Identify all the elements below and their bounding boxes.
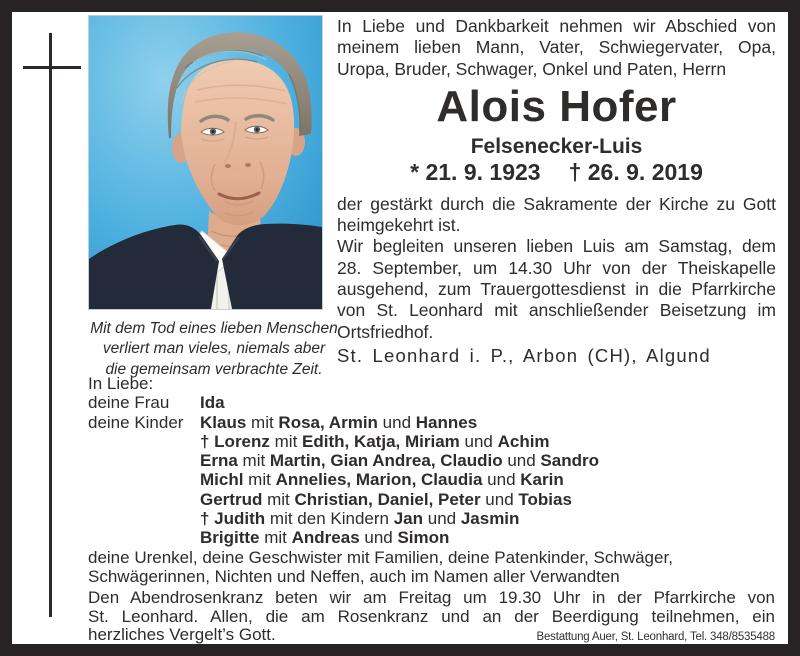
wife-row (88, 393, 775, 412)
deceased-nickname: Felsenecker-Luis (470, 134, 643, 158)
photo-caption-line: verliert man vieles, niemals aber (102, 340, 326, 358)
funeral-announcement-text (337, 194, 776, 343)
announcement-column (337, 16, 776, 367)
child-row (88, 470, 775, 489)
child-row (88, 432, 775, 451)
intro-line: In Liebe und Dankbarkeit nehmen wir Abschied von (337, 16, 776, 36)
child-row (88, 509, 775, 528)
announcement-line: 28. September, um 14.30 Uhr von der Theiskapelle (337, 257, 776, 278)
wife-name: Ida (200, 393, 225, 413)
announcement-line: heimgekehrt ist. (337, 215, 461, 236)
mourners-heading: In Liebe: (88, 374, 154, 393)
life-dates (337, 159, 776, 186)
portrait-photo (89, 16, 322, 309)
photo-caption (58, 319, 370, 380)
rosary-notice (88, 589, 775, 647)
child-row (88, 413, 775, 432)
rosary-line: St. Leonhard. Allen, die am Rosenkranz und an der Beerdigung teilnehmen, ein (88, 606, 775, 626)
relatives-line: deine Urenkel, deine Geschwister mit Familien, deine Patenkinder, Schwäger, (88, 547, 673, 567)
photo-caption-line: die gemeinsam verbrachte Zeit. (105, 360, 323, 378)
memorial-cross-icon (49, 33, 52, 617)
rosary-line: Den Abendrosenkranz beten wir am Freitag um 19.30 Uhr in der Pfarrkirche von (88, 588, 775, 607)
announcement-line: Ortsfriedhof. (337, 321, 434, 342)
rosary-last-line (88, 626, 775, 647)
deceased-name: Alois Hofer (436, 81, 677, 131)
announcement-line: von St. Leonhard mit anschließender Beisetzung im (337, 300, 776, 321)
children-label: deine Kinder (88, 412, 184, 432)
announcement-line: ausgehend, zum Trauergottesdienst in die Pfarrkirche (337, 279, 776, 300)
funeral-home-contact: Bestattung Auer, St. Leonhard, Tel. 348/8535488 (536, 631, 775, 644)
intro-line: Uropa, Bruder, Schwager, Onkel und Paten, Herrn (337, 58, 727, 79)
birth-date: * 21. 9. 1923 (410, 158, 541, 185)
photo-caption-line: Mit dem Tod eines lieben Menschen (90, 320, 338, 337)
child-line: † Lorenz mit Edith, Katja, Miriam und Achim (200, 431, 550, 451)
relatives-line: Schwägerinnen, Nichten und Neffen, auch im Namen aller Verwandten (88, 566, 620, 586)
child-line: Michl mit Annelies, Marion, Claudia und Karin (200, 470, 564, 490)
child-line: Brigitte mit Andreas und Simon (200, 528, 450, 548)
places-line: St. Leonhard i. P., Arbon (CH), Algund (337, 344, 711, 366)
child-line: † Judith mit den Kindern Jan und Jasmin (200, 509, 520, 529)
child-line: Klaus mit Rosa, Armin und Hannes (200, 412, 478, 432)
child-row (88, 451, 775, 470)
mourners-section (88, 374, 775, 586)
portrait-photo-illustration (89, 16, 322, 309)
intro-line: meinem lieben Mann, Vater, Schwiegervater, Opa, (337, 37, 776, 58)
announcement-line: Wir begleiten unseren lieben Luis am Samstag, dem (337, 236, 776, 257)
child-line: Gertrud mit Christian, Daniel, Peter und Tobias (200, 489, 572, 509)
intro-text (337, 16, 776, 80)
child-row (88, 490, 775, 509)
memorial-cross-icon (23, 66, 81, 69)
wife-label: deine Frau (88, 393, 170, 413)
child-row (88, 528, 775, 547)
child-line: Erna mit Martin, Gian Andrea, Claudio und Sandro (200, 451, 599, 471)
announcement-line: der gestärkt durch die Sakramente der Kirche zu Gott (337, 193, 776, 214)
rosary-line: herzliches Vergelt’s Gott. (88, 625, 276, 645)
death-date: † 26. 9. 2019 (568, 158, 703, 185)
